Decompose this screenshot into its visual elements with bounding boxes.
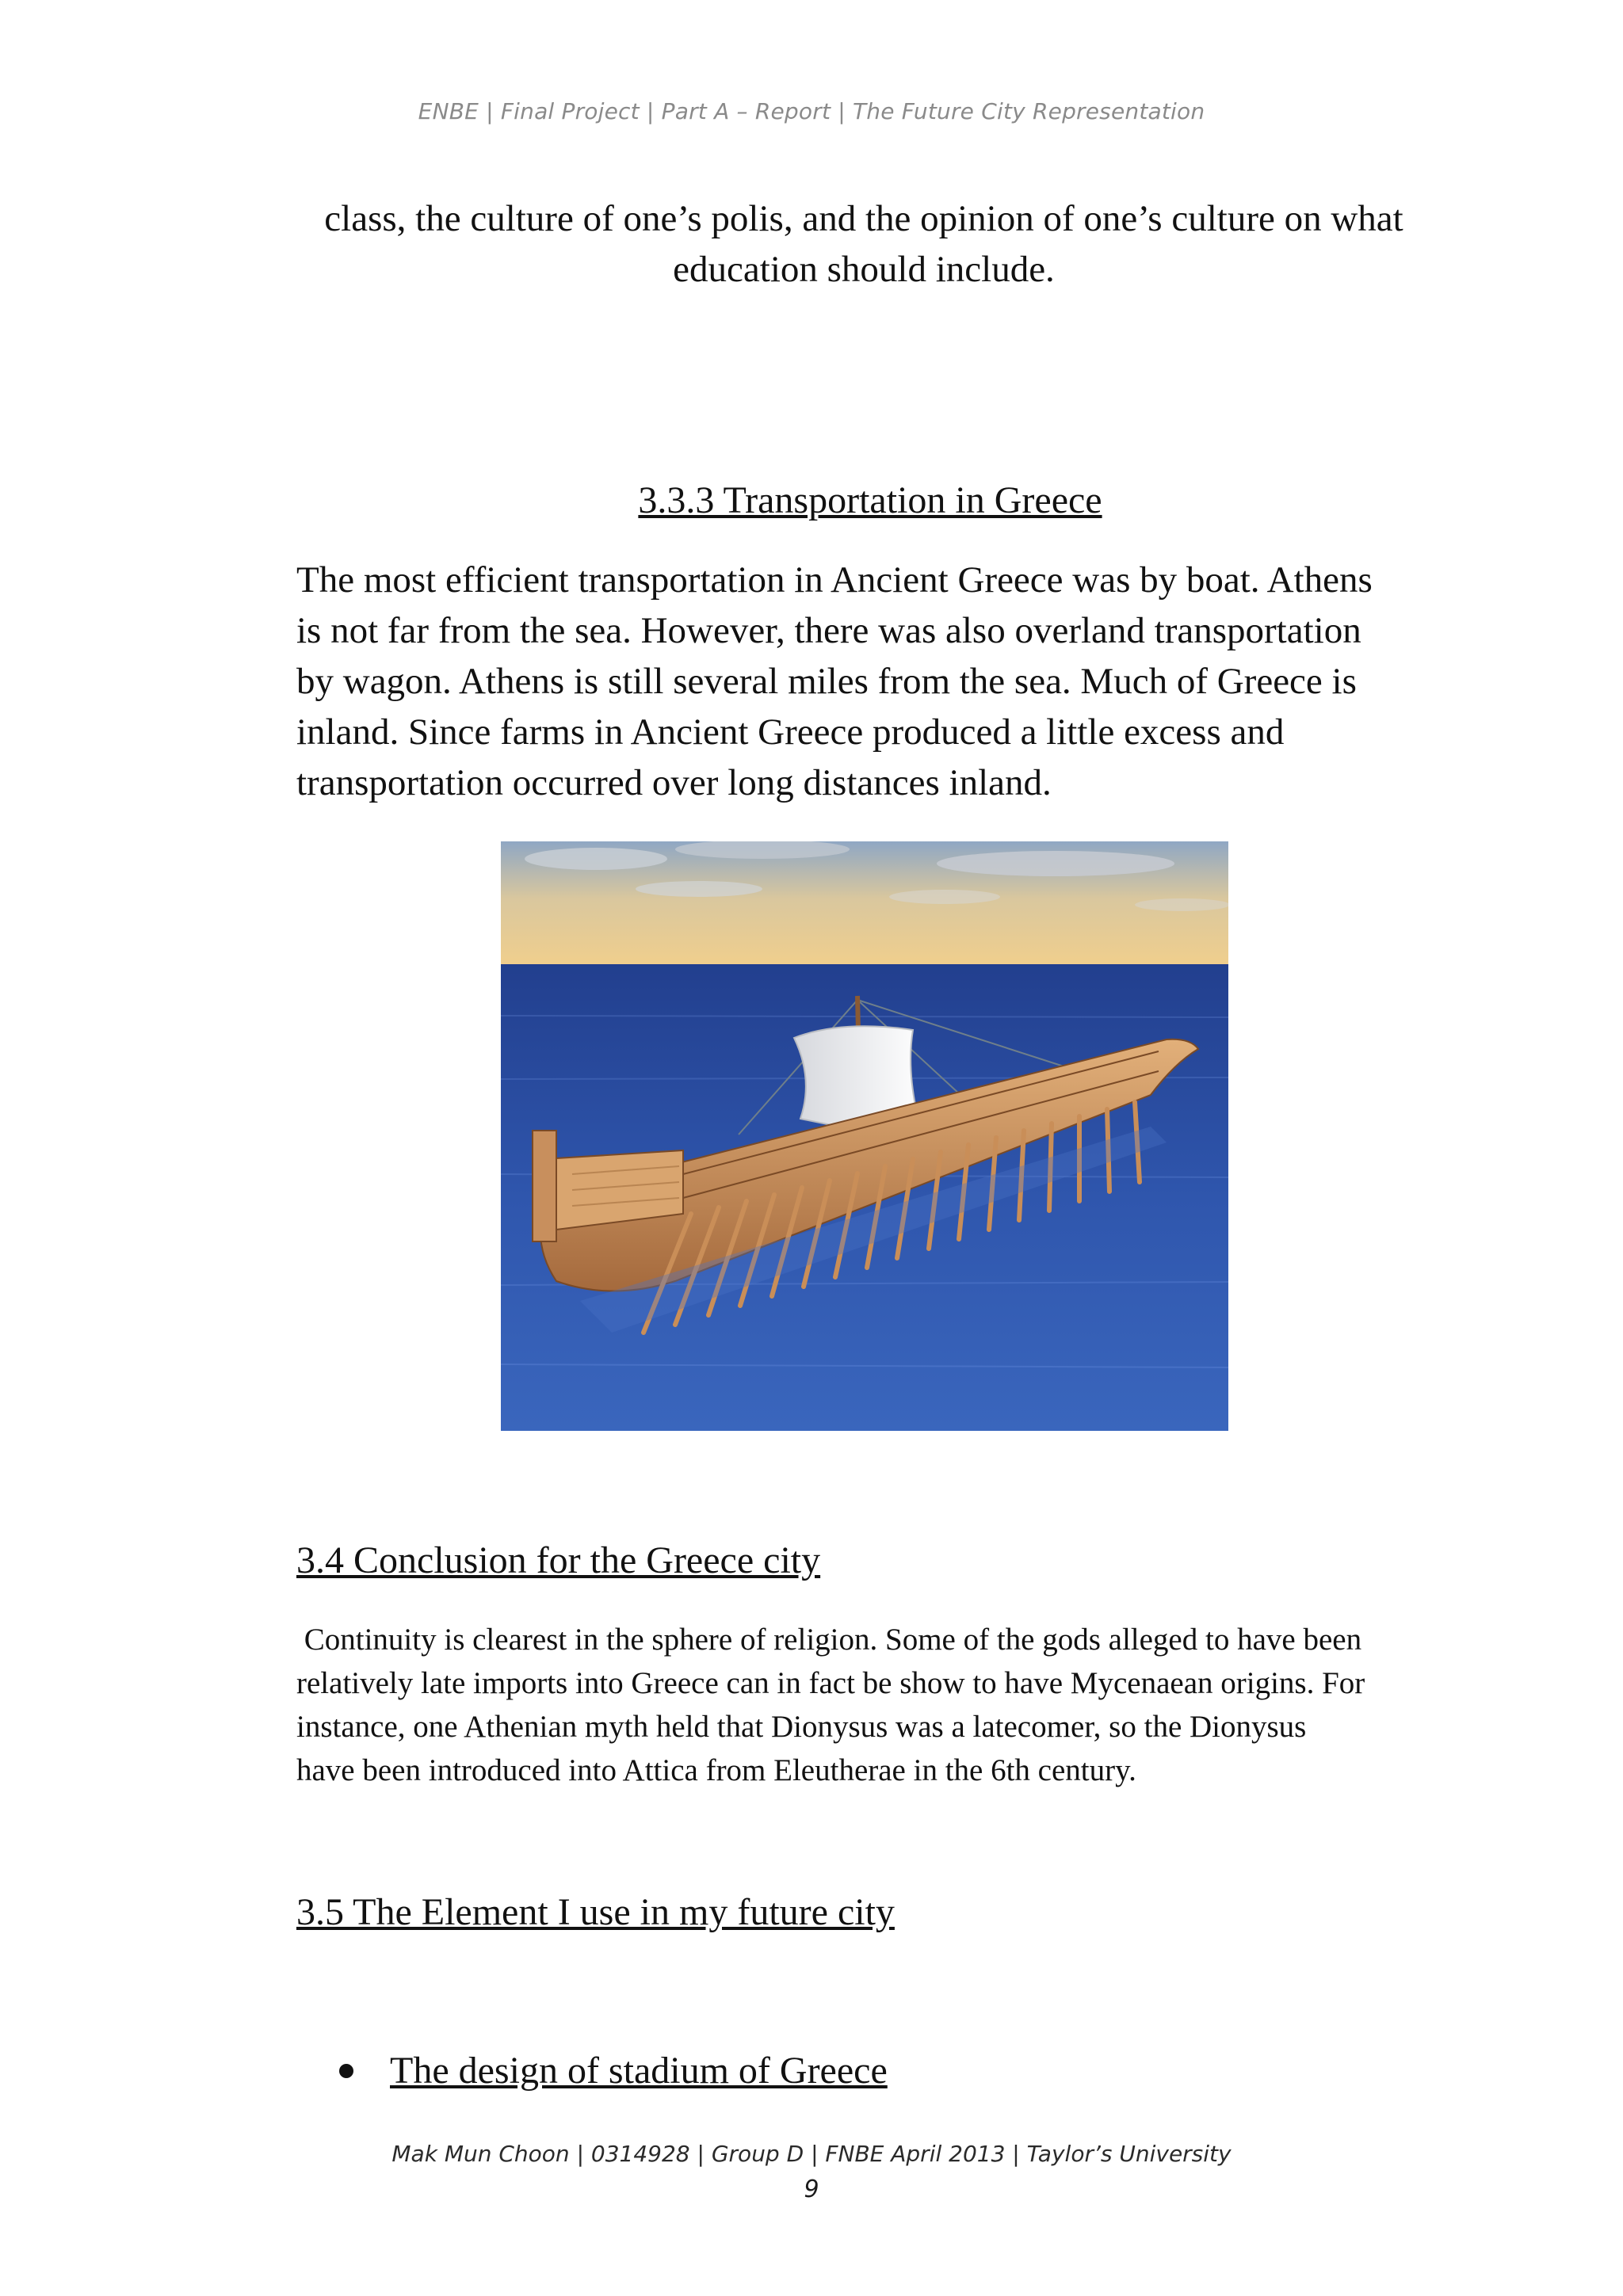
paragraph-line: instance, one Athenian myth held that Dionysus was a latecomer, so the Dionysus bbox=[296, 1710, 1307, 1744]
paragraph-line: by wagon. Athens is still several miles from the sea. Much of Greece is bbox=[296, 661, 1357, 702]
paragraph-line: is not far from the sea. However, there was also overland transportation bbox=[296, 610, 1361, 651]
intro-line: class, the culture of one’s polis, and the opinion of one’s culture on what bbox=[324, 198, 1403, 239]
paragraph-line: relatively late imports into Greece can in fact be show to have Mycenaean origins. For bbox=[296, 1666, 1365, 1700]
section-heading-transportation: 3.3.3 Transportation in Greece bbox=[638, 479, 1102, 521]
conclusion-paragraph bbox=[296, 1618, 1445, 1792]
paragraph-line: inland. Since farms in Ancient Greece produced a little excess and bbox=[296, 711, 1285, 753]
paragraph-line: Continuity is clearest in the sphere of religion. Some of the gods alleged to have been bbox=[296, 1623, 1362, 1657]
section-heading-conclusion: 3.4 Conclusion for the Greece city bbox=[296, 1539, 821, 1581]
paragraph-line: have been introduced into Attica from Eleutherae in the 6th century. bbox=[296, 1753, 1136, 1787]
intro-line: education should include. bbox=[673, 249, 1055, 290]
section-heading-element: 3.5 The Element I use in my future city bbox=[296, 1891, 895, 1933]
page-number: 9 bbox=[804, 2176, 819, 2203]
page-footer: Mak Mun Choon | 0314928 | Group D | FNBE April 2013 | Taylor’s University bbox=[391, 2141, 1232, 2167]
trireme-ship-image bbox=[501, 841, 1228, 1431]
page-header: ENBE | Final Project | Part A – Report | The Future City Representation bbox=[418, 98, 1205, 124]
list-item bbox=[339, 2049, 888, 2092]
list-item-text: The design of stadium of Greece bbox=[390, 2050, 888, 2092]
paragraph-line: transportation occurred over long distances inland. bbox=[296, 762, 1052, 803]
intro-paragraph bbox=[293, 193, 1434, 295]
paragraph-line: The most efficient transportation in Ancient Greece was by boat. Athens bbox=[296, 559, 1373, 601]
transportation-paragraph bbox=[296, 555, 1438, 808]
bullet-icon bbox=[339, 2064, 353, 2078]
